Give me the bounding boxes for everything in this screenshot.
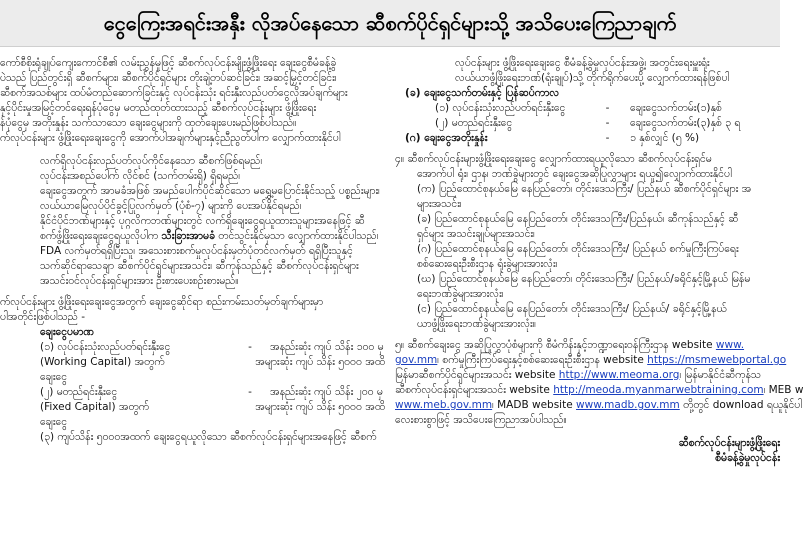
signature-line: စီမံခန့်ခွဲမှုလုပ်ငန်း xyxy=(715,452,780,464)
loan-type: (Working Capital) အတွက် xyxy=(40,356,165,368)
office-line: (ခ) ပြည်ထောင်စုနယ်မြေ နေပြည်တော်၊ တိုင်းဒေသကြီး/ပြည်နယ်၊ ဆီကုန်သည်နှင့် ဆီ xyxy=(417,213,739,225)
office-line: များအသင်း၊ xyxy=(417,198,462,210)
text: ဆီစက်လုပ်ငန်းရှင်များအသင်း website xyxy=(395,384,554,396)
loan-limit: အများဆုံး ကျပ် သိန်း ၅၀၀၀ အထိ xyxy=(255,401,385,413)
loan-limit xyxy=(270,415,385,430)
paragraph-line: အောက်ပါ ရုံး၊ ဌာန၊ ဘဏ်ခွဲများတွင် ချေးငွေအဆိုပြုလွှာများ ရယူ၍လျှောက်ထားနိုင်ပါ xyxy=(417,168,732,180)
office-line: ရှင်များ အသင်းချုပ်များအသင်း၊ xyxy=(417,228,535,240)
paragraph-line xyxy=(395,368,780,383)
paragraph-line xyxy=(395,338,780,353)
meb-website-link[interactable]: www.meb.gov.mm xyxy=(395,399,493,411)
loan-amount-heading: ချေးငွေပမာဏ xyxy=(40,326,94,338)
loan-type: (၁) လုပ်ငန်းသုံးလည်ပတ်ရင်းနှီးငွေ xyxy=(40,341,171,353)
loan-term: ချေးငွေသက်တမ်း(၃)နှစ် ၃ ရ xyxy=(630,117,741,129)
office-line: (င) ပြည်ထောင်စုနယ်မြေ နေပြည်တော်၊ တိုင်းဒေသကြီး/ ပြည်နယ်/ ခရိုင်နှင့်မြို့နယ် xyxy=(417,303,727,315)
condition-text: စက်ဖွံ့ဖြိုးရေးချေးငွေရယူလိုပါက xyxy=(40,230,162,242)
left-column xyxy=(0,56,385,445)
meoma-website-link[interactable]: http://www.meoma.org xyxy=(558,369,680,381)
dash xyxy=(230,415,270,430)
signature-line: ဆီစက်လုပ်ငန်းများဖွံ့ဖြိုးရေး xyxy=(678,437,780,449)
msme-website-link[interactable]: https://msmewebportal.go xyxy=(647,354,787,366)
notice-title-bar xyxy=(0,0,780,47)
dash: - xyxy=(248,341,252,353)
condition-line xyxy=(0,229,385,244)
condition-line: လယ်ယာမြေလုပ်ပိုင်ခွင့်ပြုလက်မှတ် (ပုံစံ-၇) များကို ပေးအပ်နိုင်ရမည်၊ xyxy=(40,200,302,212)
dash: - xyxy=(605,117,610,129)
meoda-website-link[interactable]: http://meoda.myanmarwebtraining.com xyxy=(553,384,764,396)
notice-title: ငွေကြေးအရင်းအနှီး လိုအပ်နေသော ဆီစက်ပိုင်ရှင်များသို့ အသိပေးကြေညာချက် xyxy=(103,10,677,35)
text: ၊ စက်မှုကြီးကြပ်ရေးနှင့်စစ်ဆေးရေးဦးစီးဌာန website xyxy=(437,354,648,366)
condition-line: ချေးငွေအတွက် အာမခံအဖြစ် အမည်ပေါက်ပိုင်ဆိုင်သော မရွှေ့မပြောင်းနိုင်သည့် ပစ္စည်းများ၊ xyxy=(40,185,380,197)
loan-type: (၁) လုပ်ငန်းသုံးလည်ပတ်ရင်းနှီးငွေ xyxy=(435,102,566,114)
loan-amount-row xyxy=(0,370,385,385)
separate-collateral-emphasis: သီးခြားအာမခံ xyxy=(161,230,215,242)
paragraph-line: ဆီစက်အသစ်များ ထပ်မံတည်ဆောက်ခြင်းနှင့် လုပ်ငန်းသုံး ရင်းနှီးလည်ပတ်ငွေလိုအပ်ချက်များ xyxy=(0,87,348,99)
office-line: (က) ပြည်ထောင်စုနယ်မြေ နေပြည်တော်၊ တိုင်းဒေသကြီး/ ပြည်နယ် ဆီစက်ပိုင်ရှင်များ အ xyxy=(417,183,752,195)
loan-type: ချေးငွေ xyxy=(40,416,68,428)
paragraph-line xyxy=(395,383,803,398)
condition-line: လက်ရှိလုပ်ငန်းလည်ပတ်လုပ်ကိုင်နေသော ဆီစက်ဖြစ်ရမည်၊ xyxy=(40,155,263,167)
loan-limit: အနည်းဆုံး ကျပ် သိန်း ၁၀၀ မှ xyxy=(270,341,384,353)
paragraph-line: (၃) ကျပ်သိန်း ၅၀၀၀အထက် ချေးငွေရယူလိုသော ဆီစက်လုပ်ငန်းရှင်များအနေဖြင့် ဆီစက် xyxy=(40,431,377,443)
text: ၊ မြန်မာနိုင်ငံဆီကုန်သ xyxy=(679,369,762,381)
text: မြန်မာဆီစက်ပိုင်ရှင်များအသင်း website xyxy=(395,369,559,381)
paragraph-line: နှင့်ပိုင်းမှုအမြင့်တင်ရေးရန်ပုံငွေမှ မတည်ထုတ်ထားသည့် ဆီစက်လုပ်ငန်းများ ဖွံ့ဖြိုးရေး xyxy=(0,102,317,114)
paragraph-line: လေးစားစွာဖြင့် အသိပေးကြေညာအပ်ပါသည်။ xyxy=(395,414,567,426)
dash xyxy=(230,370,270,385)
loan-term: ချေးငွေသက်တမ်း(၁)နှစ် xyxy=(630,102,722,114)
loan-type: (Fixed Capital) အတွက် xyxy=(40,401,150,413)
loan-type: (၂) မတည်ရင်းနှီးငွေ xyxy=(40,386,118,398)
right-column xyxy=(395,56,803,466)
interest-rate-heading: (ဂ) ချေးငွေအတိုးနှုန်း xyxy=(405,132,488,144)
loan-amount-row xyxy=(0,385,385,400)
condition-line: လုပ်ငန်းအစည်ပေါက် လိုင်စင် (သက်တမ်းရှိ) ရှိရမည်၊ xyxy=(40,170,241,182)
loan-term-row xyxy=(395,101,780,116)
madb-website-link[interactable]: www.madb.gov.mm xyxy=(576,399,680,411)
paragraph-line xyxy=(395,398,803,413)
mof-website-link[interactable]: gov.mm xyxy=(395,354,438,366)
loan-amount-row xyxy=(0,340,385,355)
condition-line: နိုင်ငံပိုင်ဘဏ်များနှင့် ပုဂ္ဂလိကဘဏ်များတွင် လက်ရှိချေးငွေရယူထားသူများအနေဖြင့် ဆီ xyxy=(40,215,365,227)
text: တို့တွင် download ရယူနိုင်ပါ xyxy=(679,399,803,411)
condition-line: FDA လက်မှတ်ရရှိပြီးသူ၊ အသေးစားစက်မှုလုပ်ငန်းမှတ်ပုံတင်လက်မှတ် ရရှိပြီးသူနှင့် xyxy=(40,245,353,257)
loan-term-heading: (ခ) ချေးငွေသက်တမ်းနှင့် ပြန်ဆပ်ကာလ xyxy=(405,87,560,99)
paragraph-line: ၄။ ဆီစက်လုပ်ငန်းများဖွံ့ဖြိုးရေးချေးငွေ လျှောက်ထားရယူလိုသော ဆီစက်လုပ်ငန်းရှင်မ xyxy=(395,153,712,165)
text: ၊ MADB website xyxy=(492,399,577,411)
paragraph-line: လုပ်ငန်းများ ဖွံ့ဖြိုးရေးချေးငွေ စီမံခန့်ခွဲမှုလုပ်ငန်းအဖွဲ့၊ အတွင်းရေးမှူးရုံး xyxy=(455,57,710,69)
text: ၊ MEB w xyxy=(763,384,803,396)
loan-limit: အများဆုံး ကျပ် သိန်း ၅၀၀၀ အထိ xyxy=(255,356,385,368)
paragraph-line: က်လုပ်ငန်းများ ဖွံ့ဖြိုးရေးချေးငွေအတွက် ချေးငွေဆိုင်ရာ စည်းကမ်းသတ်မှတ်ချက်များမှာ xyxy=(0,296,324,308)
condition-line: သက်ဆိုင်ရာသေချာ ဆီစက်ပိုင်ရှင်များအသင်း၊ ဆီကုန်သည်နှင့် ဆီစက်လုပ်ငန်းရှင်များ xyxy=(40,260,359,272)
dash: - xyxy=(248,386,252,398)
loan-type: (၂) မတည်ရင်းနှီးငွေ xyxy=(435,117,513,129)
interest-rate-value: ၁ နှစ်လျှင် (၅ %) xyxy=(630,132,700,144)
dash xyxy=(218,355,255,370)
paragraph-line: ပဲသည် ပြည်တွင်းရှိ ဆီစက်များ၊ ဆီစက်ပိုင်ရှင်များ တိုးချဲ့တပ်ဆင်ခြင်း၊ အဆင့်မြှင့်တင်ခြင်း၊ xyxy=(0,72,337,84)
mof-website-link[interactable]: www. xyxy=(715,339,745,351)
loan-amount-row xyxy=(0,415,385,430)
loan-limit: အနည်းဆုံး ကျပ် သိန်း ၂၀၀ မှ xyxy=(270,386,383,398)
dash: - xyxy=(605,132,610,144)
office-line: ရေးဘဏ်ခွဲများအားလုံး၊ xyxy=(417,288,504,300)
office-line: (ဃ) ပြည်ထောင်စုနယ်မြေ နေပြည်တော်၊ တိုင်းဒေသကြီး/ ပြည်နယ်/ခရိုင်နှင့်မြို့နယ် မြန်မ xyxy=(417,273,751,285)
loan-amount-row xyxy=(0,400,385,415)
paragraph-line: က်လုပ်ငန်းများ ဖွံ့ဖြိုးရေးချေးငွေကို အောက်ပါအချက်များနှင့်ညီညွတ်ပါက လျှောက်ထားနိုင်ပါ xyxy=(0,132,341,144)
dash xyxy=(218,400,255,415)
paragraph-line: ပါအတိုင်းဖြစ်ပါသည် - xyxy=(0,311,86,323)
loan-limit xyxy=(270,370,385,385)
condition-text: တင်သွင်းနိုင်မှသာ လျှောက်ထားနိုင်ပါသည်၊ xyxy=(214,230,379,242)
loan-amount-row xyxy=(0,355,385,370)
paragraph-line xyxy=(395,353,787,368)
paragraph-line: ကော်စီစိုးရုံချုပ်ကျေးကောင်စီ၏ လမ်းညွှန်မှုဖြင့် ဆီစက်လုပ်ငန်းမျိုးဖွံ့ဖြိုးရေး ချေးငွေစီမံခန့်ခွဲ xyxy=(0,57,337,69)
office-line: ယာဖွံ့ဖြိုးရေးဘဏ်ခွဲများအားလုံး။ xyxy=(417,318,536,330)
interest-rate-row xyxy=(395,131,780,146)
loan-type: ချေးငွေ xyxy=(40,371,68,383)
text: ၅။ ဆီစက်ချေးငွေ အဆိုပြုလွှာပုံစံများကို စီမံကိန်းနှင့်ဘဏ္ဍာရေးဝန်ကြီးဌာန website xyxy=(395,339,716,351)
loan-term-row xyxy=(395,116,780,131)
office-line: စစ်ဆေးရေးဦးစီးဌာန ရုံးခွဲများအားလုံး၊ xyxy=(417,258,558,270)
office-line: (ဂ) ပြည်ထောင်စုနယ်မြေ နေပြည်တော်၊ တိုင်းဒေသကြီး/ ပြည်နယ် စက်မှုကြီးကြပ်ရေး xyxy=(417,243,739,255)
paragraph-line: န်ပုံငွေမှ အတိုးနှုန်း သက်သာသော ချေးငွေများကို ထုတ်ချေးပေးမည်ဖြစ်ပါသည်။ xyxy=(0,117,297,129)
paragraph-line: လယ်ယာဖွံ့ဖြိုးရေးဘဏ်(ရုံးချုပ်)သို့ တိုက်ရိုက်ပေးပို့ လျှောက်ထားရန်ဖြစ်ပါ xyxy=(455,72,730,84)
condition-line: အသင်းဝင်လုပ်ငန်းရှင်များအား ဦးစားပေးစဉ်းစားမည်။ xyxy=(40,275,239,287)
dash: - xyxy=(605,102,610,114)
